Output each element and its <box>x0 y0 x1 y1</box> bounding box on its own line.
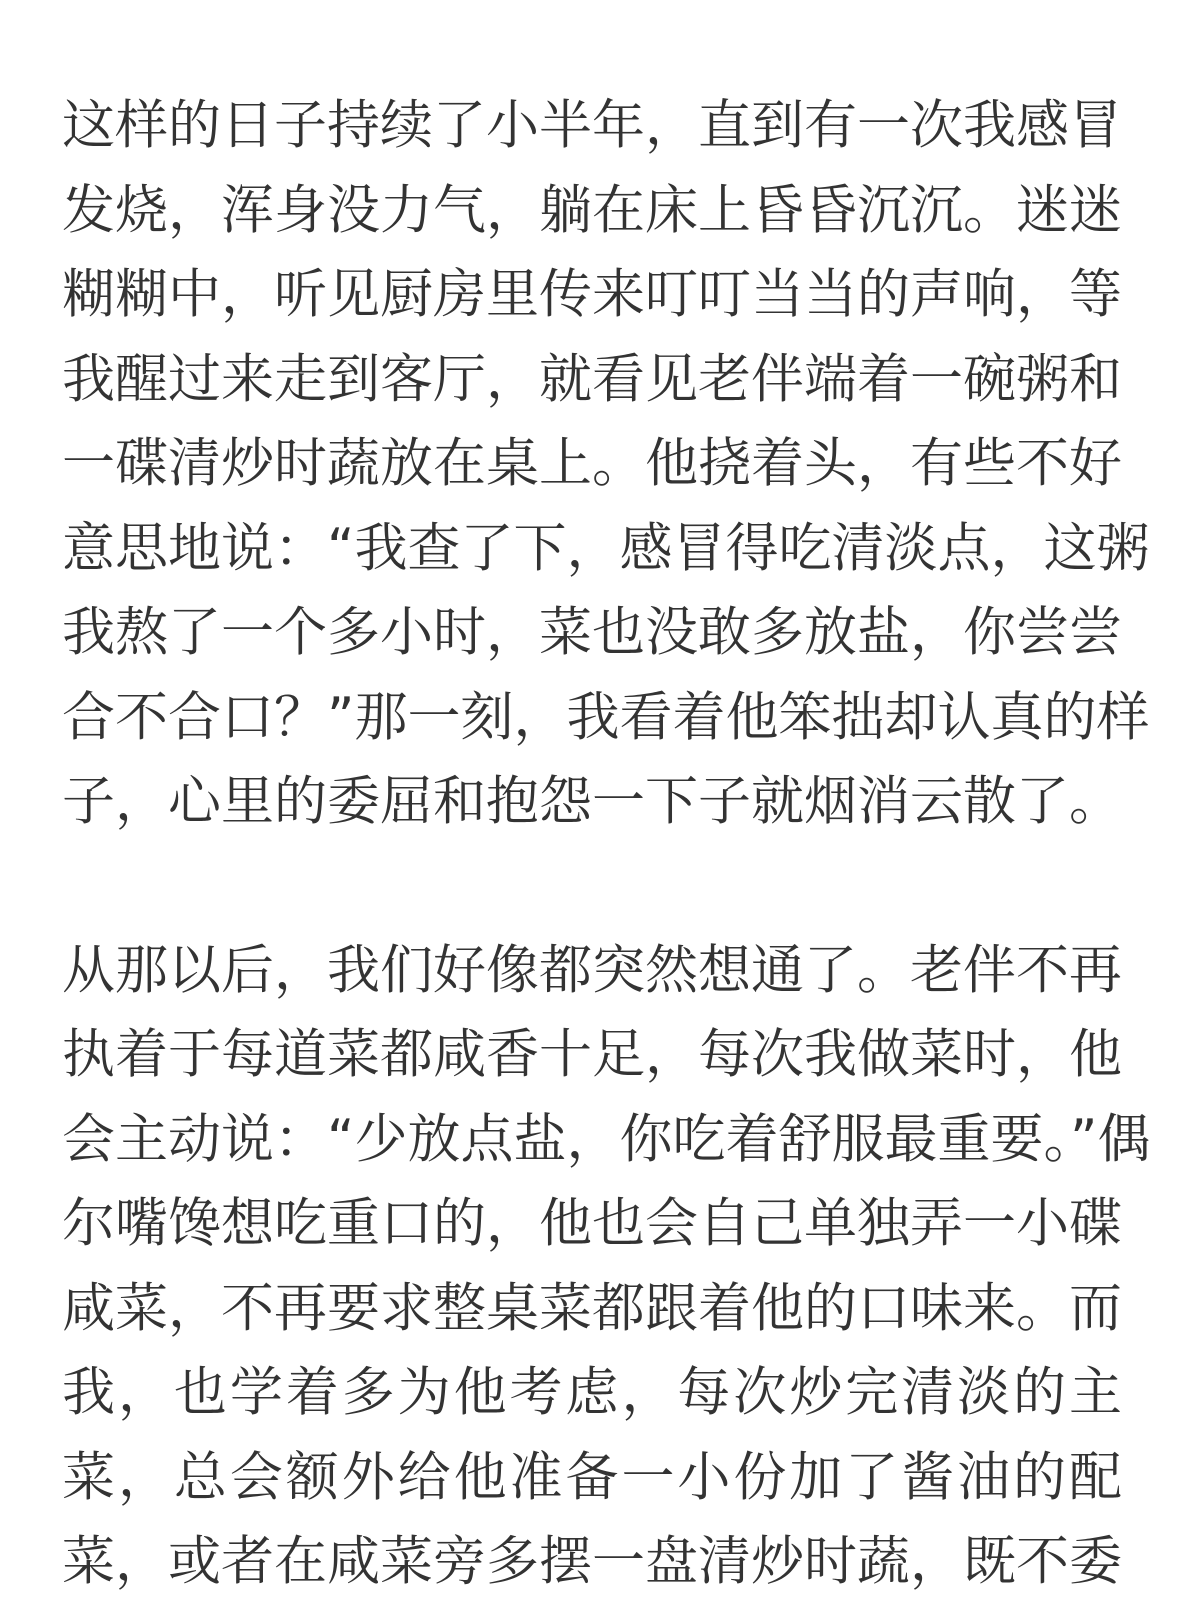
text-line: 糊糊中，听见厨房里传来叮叮当当的声响，等 <box>62 264 1122 325</box>
text-line: 菜，或者在咸菜旁多摆一盘清炒时蔬，既不委 <box>62 1531 1122 1592</box>
text-line: 尔嘴馋想吃重口的，他也会自己单独弄一小碟 <box>62 1193 1122 1254</box>
article-body <box>62 84 1151 1605</box>
paragraph-gap <box>62 845 1122 929</box>
text-line: 子，心里的委屈和抱怨一下子就烟消云散了。 <box>62 771 1122 832</box>
text-line: 发烧，浑身没力气，躺在床上昏昏沉沉。迷迷 <box>62 179 1122 241</box>
paragraph-1 <box>62 84 1150 845</box>
text-line: 合不合口？”那一刻，我看着他笨拙却认真的样 <box>62 686 1150 748</box>
text-line: 我熬了一个多小时，菜也没敢多放盐，你尝尝 <box>62 602 1122 663</box>
text-line: 这样的日子持续了小半年，直到有一次我感冒 <box>62 95 1122 156</box>
paragraph-2 <box>62 929 1151 1605</box>
text-line: 会主动说：“少放点盐，你吃着舒服最重要。”偶 <box>62 1108 1151 1170</box>
text-line: 咸菜，不再要求整桌菜都跟着他的口味来。而 <box>62 1277 1122 1339</box>
text-line: 从那以后，我们好像都突然想通了。老伴不再 <box>62 939 1122 1001</box>
text-line: 我醒过来走到客厅，就看见老伴端着一碗粥和 <box>62 348 1122 410</box>
text-line: 我，也学着多为他考虑，每次炒完清淡的主 <box>62 1362 1122 1423</box>
text-line: 意思地说：“我查了下，感冒得吃清淡点，这粥 <box>62 517 1150 579</box>
text-line: 菜，总会额外给他准备一小份加了酱油的配 <box>62 1446 1122 1508</box>
text-line: 一碟清炒时蔬放在桌上。他挠着头，有些不好 <box>62 433 1122 494</box>
text-line: 执着于每道菜都咸香十足，每次我做菜时，他 <box>62 1024 1122 1085</box>
